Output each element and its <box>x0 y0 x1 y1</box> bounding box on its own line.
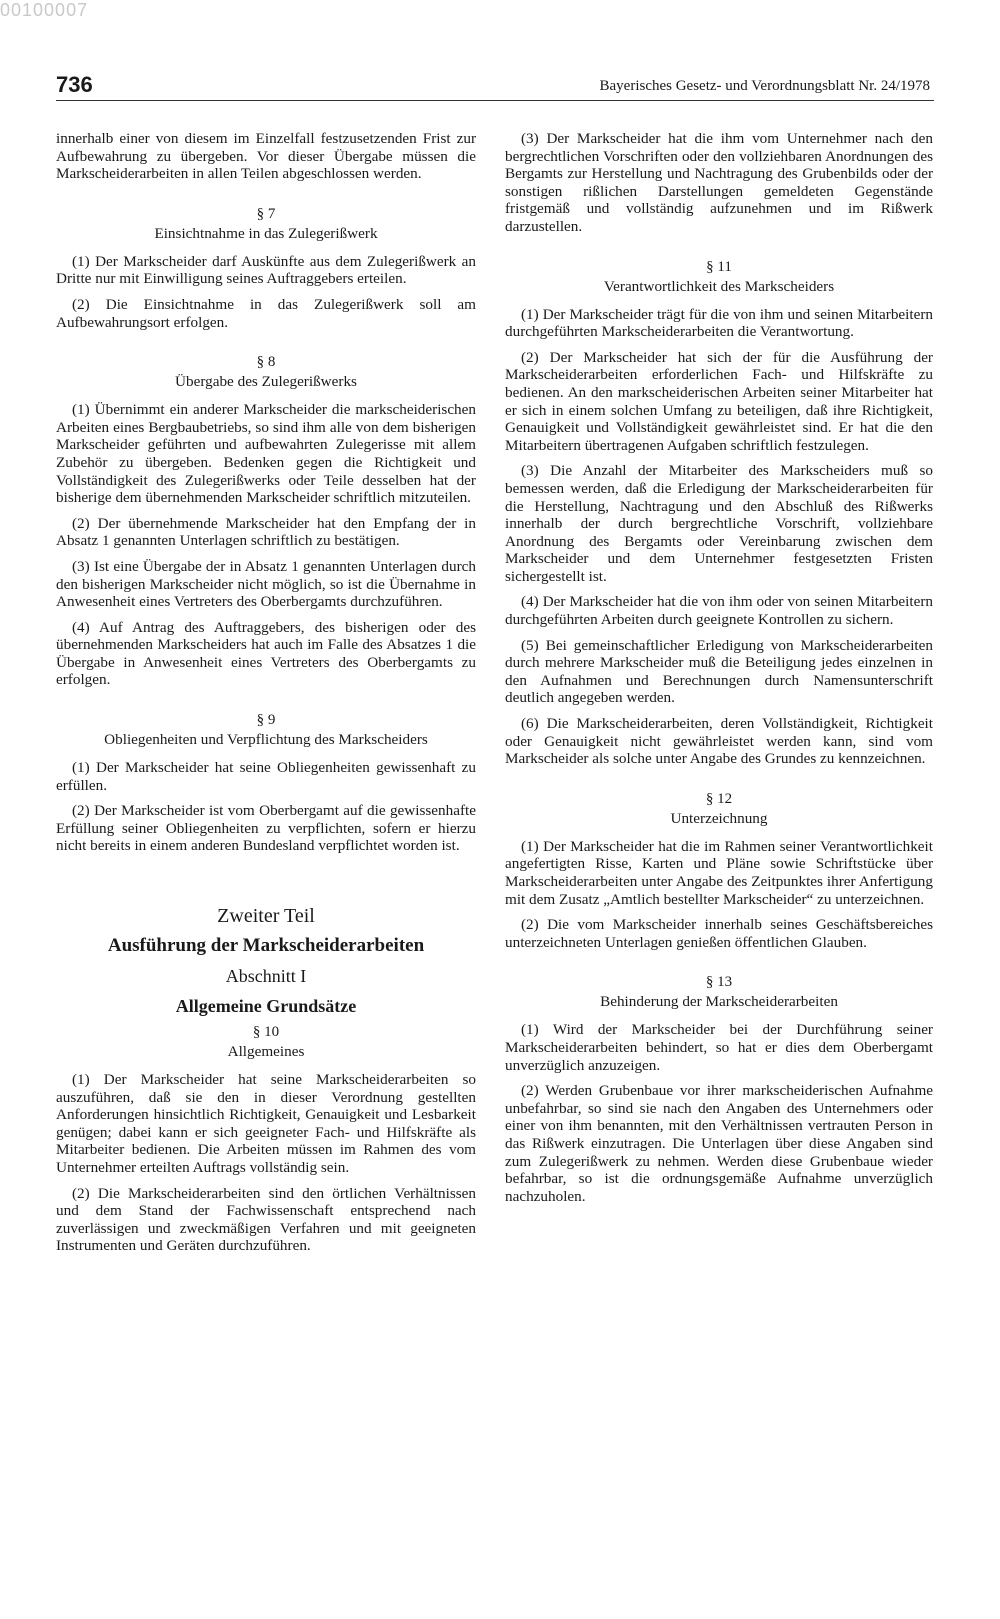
paragraph: (2) Werden Grubenbaue vor ihrer markscheiderischen Aufnahme unbefahrbar, so sind sie nach den Angaben des Unternehmers oder einer von ihm benannten, mit den Verhältnissen vertrauten Person in das Rißwerk einzutragen. Die Unterlagen über diese Angaben sind zum Zulegerißwerk zu nehmen. Werden diese Grubenbaue wieder befahrbar, so ist die ordnungsgemäße Aufnahme unverzüglich nachzuholen. <box>505 1082 933 1205</box>
paragraph: (3) Der Markscheider hat die ihm vom Unternehmer nach den bergrechtlichen Vorschriften oder den vollziehbaren Anordnungen des Bergamts zur Herstellung und Nachtragung des Grubenbilds oder der sonstigen rißlichen Darstellungen gemeldeten Gegenstände fristgemäß und vollständig aufzunehmen und im Rißwerk darzustellen. <box>505 130 933 235</box>
abschnitt-title: Abschnitt I <box>225 966 307 987</box>
part-title: Zweiter Teil <box>217 905 315 928</box>
paragraph: (2) Der Markscheider ist vom Oberbergamt auf die gewissenhafte Erfüllung seiner Obliegenheiten zu verpflichten, sofern er hierzu nicht bereits in einem anderen Bundesland verpflichtet worden ist. <box>56 802 476 855</box>
section-number: § 12 <box>705 790 733 807</box>
section-12-heading <box>505 790 933 828</box>
section-title: Behinderung der Markscheiderarbeiten <box>600 993 838 1011</box>
paragraph: (2) Der übernehmende Markscheider hat den Empfang der in Absatz 1 genannten Unterlagen schriftlich zu bestätigen. <box>56 514 476 550</box>
section-title: Einsichtnahme in das Zulegerißwerk <box>154 224 378 242</box>
paragraph: (1) Der Markscheider hat seine Obliegenheiten gewissenhaft zu erfüllen. <box>56 759 476 794</box>
section-title: Übergabe des Zulegerißwerks <box>175 373 357 391</box>
section-title: Obliegenheiten und Verpflichtung des Markscheiders <box>104 731 428 749</box>
page-number: 736 <box>56 72 93 97</box>
paragraph: (1) Der Markscheider trägt für die von ihm und seinen Mitarbeitern durchgeführten Markscheiderarbeiten die Verantwortung. <box>505 305 933 341</box>
part-subtitle: Ausführung der Markscheiderarbeiten <box>107 935 425 957</box>
section-9-heading <box>56 711 476 749</box>
scan-mark: 00100007 <box>0 0 89 20</box>
page-header <box>56 72 934 101</box>
section-11-heading <box>505 258 933 296</box>
running-head: Bayerisches Gesetz- und Verordnungsblatt Nr. 24/1978 <box>599 78 930 94</box>
paragraph: (2) Die vom Markscheider innerhalb seines Geschäftsbereiches unterzeichneten Unterlagen genießen öffentlichen Glauben. <box>505 916 933 951</box>
paragraph: (3) Ist eine Übergabe der in Absatz 1 genannten Unterlagen durch den bisherigen Markscheider nicht möglich, so ist die Übernahme in Anwesenheit eines Vertreters des Oberbergamts durchzuführen. <box>56 557 476 611</box>
section-number: § 8 <box>256 354 276 371</box>
left-column <box>56 130 476 1263</box>
section-8-heading <box>56 353 476 391</box>
section-title: Verantwortlichkeit des Markscheiders <box>603 277 835 295</box>
section-number: § 13 <box>705 974 733 991</box>
part-heading <box>56 905 476 1017</box>
paragraph: (1) Der Markscheider darf Auskünfte aus dem Zulegerißwerk an Dritte nur mit Einwilligung seines Auftraggebers erteilen. <box>56 252 476 288</box>
paragraph: (1) Der Markscheider hat die im Rahmen seiner Verantwortlichkeit angefertigten Risse, Karten und Pläne sowie Schriftstücke über Markscheiderarbeiten unter Angabe des Zeitpunktes ihrer Anfertigung mit dem Zusatz „Amtlich bestellter Markscheider“ zu unterzeichnen. <box>505 837 933 908</box>
section-number: § 7 <box>256 205 276 222</box>
paragraph: (4) Auf Antrag des Auftraggebers, des bisherigen oder des übernehmenden Markscheiders hat auch im Falle des Absatzes 1 die Übergabe in Anwesenheit eines Vertreters des Oberbergamts zu erfolgen. <box>56 618 476 689</box>
section-title: Allgemeines <box>227 1043 305 1061</box>
paragraph: (4) Der Markscheider hat die von ihm oder von seinen Mitarbeitern durchgeführten Arbeiten durch geeignete Kontrollen zu sichern. <box>505 593 933 629</box>
abschnitt-subtitle: Allgemeine Grundsätze <box>175 996 357 1017</box>
intro-paragraph: innerhalb einer von diesem im Einzelfall festzusetzenden Frist zur Aufbewahrung zu übergeben. Vor dieser Übergabe müssen die Markscheiderarbeiten in allen Teilen abgeschlossen werden. <box>56 130 476 183</box>
paragraph: (1) Übernimmt ein anderer Markscheider die markscheiderischen Arbeiten eines Bergbaubetriebs, so sind ihm alle von dem bisherigen Markscheider geführten und aufbewahrten Zulegerisse mit allem Zubehör zu übergeben. Bedenken gegen die Richtigkeit und Vollständigkeit des Zulegerißwerks oder Teile desselben hat der bisherige dem übernehmenden Markscheider schriftlich mitzuteilen. <box>56 401 476 507</box>
paragraph: (2) Die Markscheiderarbeiten sind den örtlichen Verhältnissen und dem Stand der Fachwissenschaft entsprechend nach zuverlässigen und zweckmäßigen Verfahren und mit geeigneten Instrumenten und Geräten durchzuführen. <box>56 1184 476 1255</box>
section-7-heading <box>56 205 476 243</box>
section-13-heading <box>505 973 933 1011</box>
section-title: Unterzeichnung <box>670 809 768 827</box>
paragraph: (2) Die Einsichtnahme in das Zulegerißwerk soll am Aufbewahrungsort erfolgen. <box>56 295 476 331</box>
section-number: § 9 <box>256 712 276 729</box>
paragraph: (3) Die Anzahl der Mitarbeiter des Markscheiders muß so bemessen werden, daß die Erledigung der Markscheiderarbeiten für die Herstellung, Nachtragung und den Abschluß des Rißwerks innerhalb der durch bergrechtliche Vorschrift, vollziehbare Anordnung des Bergamts oder Vereinbarung zwischen dem Markscheider und dem Unternehmer festgesetzten Fristen sichergestellt ist. <box>505 462 933 585</box>
paragraph: (1) Wird der Markscheider bei der Durchführung seiner Markscheiderarbeiten behindert, so hat er dies dem Oberbergamt unverzüglich anzuzeigen. <box>505 1021 933 1074</box>
right-column <box>505 130 933 1213</box>
paragraph: (1) Der Markscheider hat seine Markscheiderarbeiten so auszuführen, daß sie den in dieser Verordnung gestellten Anforderungen hinsichtlich Richtigkeit, Genauigkeit und Lesbarkeit genügen; dabei kann er sich geeigneter Fach- und Hilfskräfte als Mitarbeiter bedienen. Die Arbeiten müssen im Rahmen des vom Unternehmer erteilten Auftrags vollständig sein. <box>56 1071 476 1176</box>
section-number: § 10 <box>252 1024 280 1041</box>
paragraph: (6) Die Markscheiderarbeiten, deren Vollständigkeit, Richtigkeit oder Genauigkeit nicht gewährleistet werden kann, sind vom Markscheider als solche unter Angabe des Grundes zu kennzeichnen. <box>505 715 933 768</box>
paragraph: (2) Der Markscheider hat sich der für die Ausführung der Markscheiderarbeiten erforderlichen Fach- und Hilfskräfte zu bedienen. An den markscheiderischen Arbeiten seiner Mitarbeiter hat er sich in einem solchen Umfang zu beteiligen, daß ihre Richtigkeit, Genauigkeit und Vollständigkeit gewährleistet sind. Er hat die den Mitarbeitern übertragenen Aufgaben schriftlich festzulegen. <box>505 348 933 454</box>
paragraph: (5) Bei gemeinschaftlicher Erledigung von Markscheiderarbeiten durch mehrere Markscheider muß die Beteiligung jedes einzelnen in den Aufnahmen und Berechnungen durch Namensunterschrift deutlich angegeben werden. <box>505 636 933 707</box>
section-number: § 11 <box>706 258 732 275</box>
section-10-heading <box>56 1023 476 1061</box>
